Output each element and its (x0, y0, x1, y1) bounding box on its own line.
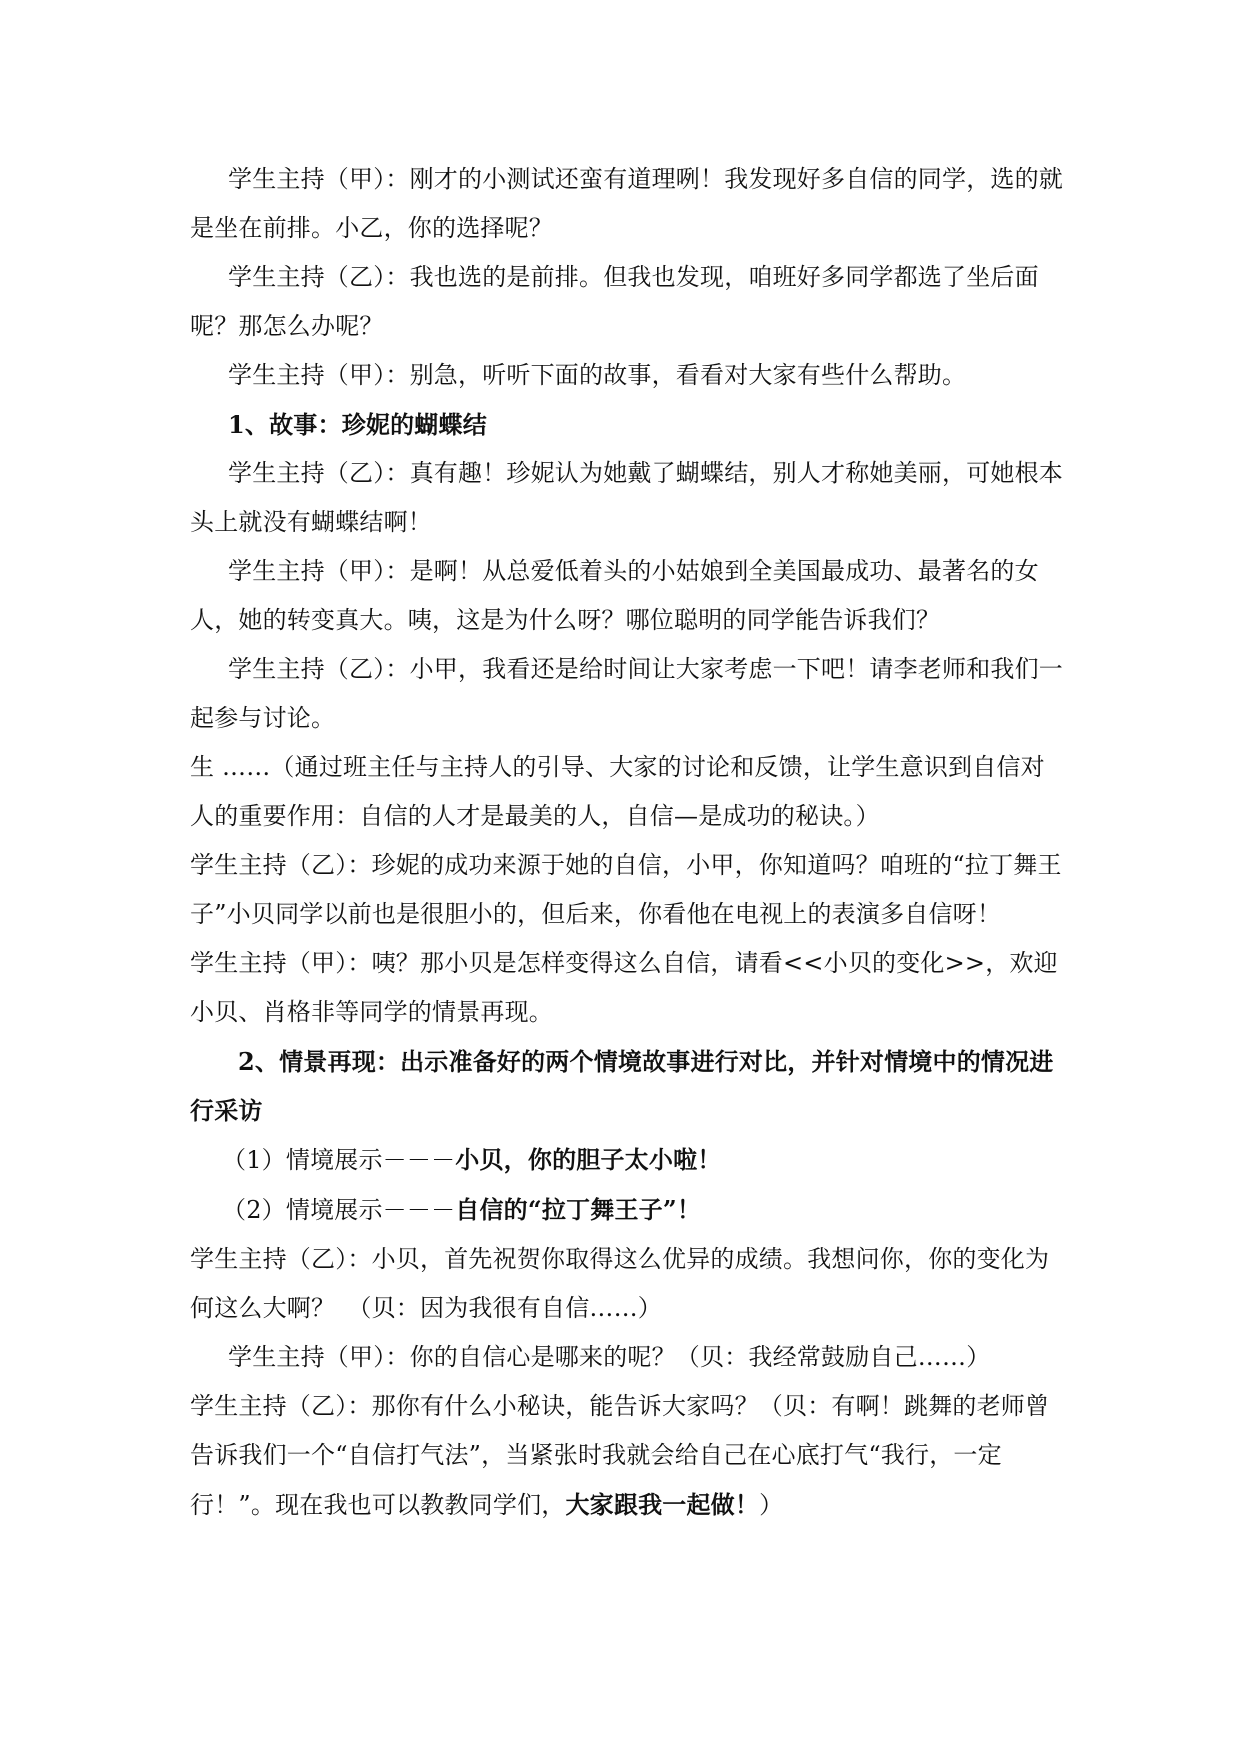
paragraph-host-b-6-close: ） (759, 1491, 784, 1519)
scene-item-1 (190, 1135, 1065, 1185)
paragraph-host-a-3: 学生主持（甲）：是啊！从总爱低着头的小姑娘到全美国最成功、最著名的女人，她的转变真大。咦，这是为什么呀？哪位聪明的同学能告诉我们？ (190, 557, 1039, 634)
paragraph-host-b-4: 学生主持（乙）：珍妮的成功来源于她的自信，小甲，你知道吗？咱班的“拉丁舞王子”小贝同学以前也是很胆小的，但后来，你看他在电视上的表演多自信呀！ (190, 851, 1062, 928)
scene-item-1-prefix: （1）情境展示－－－ (222, 1146, 456, 1174)
scene-item-2-title: 自信的“拉丁舞王子”！ (455, 1195, 702, 1224)
paragraph-host-a-1: 学生主持（甲）：刚才的小测试还蛮有道理咧！我发现好多自信的同学，选的就是坐在前排。小乙，你的选择呢？ (190, 165, 1063, 242)
section-heading-story: 1、故事：珍妮的蝴蝶结 (228, 410, 487, 439)
paragraph-host-b-2: 学生主持（乙）：真有趣！珍妮认为她戴了蝴蝶结，别人才称她美丽，可她根本头上就没有蝴蝶结啊！ (190, 459, 1063, 536)
scene-item-2-prefix: （2）情境展示－－－ (222, 1196, 456, 1224)
paragraph-host-a-2: 学生主持（甲）：别急，听听下面的故事，看看对大家有些什么帮助。 (228, 361, 967, 389)
paragraph-host-b-5: 学生主持（乙）：小贝，首先祝贺你取得这么优异的成绩。我想问你，你的变化为何这么大啊？ （贝：因为我很有自信……） (190, 1245, 1050, 1322)
paragraph-host-a-5: 学生主持（甲）：你的自信心是哪来的呢？（贝：我经常鼓励自己……） (228, 1343, 991, 1371)
section-heading-scene: 2、情景再现：出示准备好的两个情境故事进行对比，并针对情境中的情况进行采访 (190, 1047, 1054, 1125)
paragraph-host-b-6 (190, 1382, 1065, 1530)
paragraph-host-b-3: 学生主持（乙）：小甲，我看还是给时间让大家考虑一下吧！请李老师和我们一起参与讨论。 (190, 655, 1063, 732)
document-body (190, 155, 1065, 1530)
paragraph-host-a-4: 学生主持（甲）：咦？那小贝是怎样变得这么自信，请看<<小贝的变化>>，欢迎小贝、肖格非等同学的情景再现。 (190, 949, 1058, 1026)
paragraph-host-b-1: 学生主持（乙）：我也选的是前排。但我也发现，咱班好多同学都选了坐后面呢？那怎么办呢？ (190, 263, 1039, 340)
paragraph-host-b-6-emphasis: 大家跟我一起做！ (565, 1490, 760, 1519)
paragraph-students-discussion: 生 ……（通过班主任与主持人的引导、大家的讨论和反馈，让学生意识到自信对人的重要作用：自信的人才是最美的人，自信—是成功的秘诀。） (190, 753, 1045, 830)
scene-item-2 (190, 1185, 1065, 1235)
scene-item-1-title: 小贝，你的胆子太小啦！ (455, 1145, 722, 1174)
paragraph-host-b-6-text: 学生主持（乙）：那你有什么小秘诀，能告诉大家吗？（贝：有啊！跳舞的老师曾告诉我们一个“自信打气法”，当紧张时我就会给自己在心底打气“我行，一定行！”。现在我也可以教教同学们， (190, 1392, 1050, 1519)
